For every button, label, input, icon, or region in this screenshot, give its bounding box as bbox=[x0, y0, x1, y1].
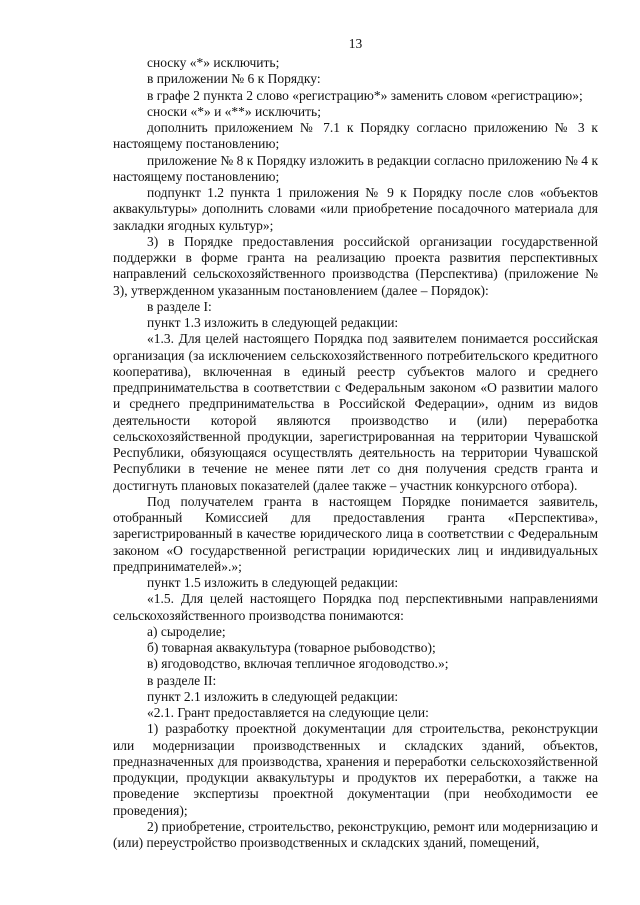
paragraph: сноски «*» и «**» исключить; bbox=[147, 103, 321, 119]
paragraph: сноску «*» исключить; bbox=[147, 55, 280, 70]
paragraph: а) сыроделие; bbox=[147, 623, 226, 639]
paragraph: пункт 2.1 изложить в следующей редакции: bbox=[147, 688, 399, 704]
paragraph: 2) приобретение, строительство, реконструкцию, ремонт или модернизацию и (или) переустройство производственных и складских зданий, помещений, bbox=[113, 818, 598, 850]
paragraph: Под получателем гранта в настоящем Порядке понимается заявитель, отобранный Комиссией для предоставления гранта «Перспектива», зарегистрированный в качестве юридического лица в соответствии с Федеральным законом «О государственной регистрации юридических лиц и индивидуальных предпринимателей».»; bbox=[113, 493, 598, 574]
paragraph: подпункт 1.2 пункта 1 приложения № 9 к Порядку после слов «объектов аквакультуры» дополнить словами «или приобретение посадочного материала для закладки ягодных культур»; bbox=[113, 185, 598, 233]
paragraph: б) товарная аквакультура (товарное рыбоводство); bbox=[147, 640, 436, 655]
document-body bbox=[113, 55, 598, 851]
paragraph: в графе 2 пункта 2 слово «регистрацию*» заменить словом «регистрацию»; bbox=[147, 87, 583, 103]
paragraph: 1) разработку проектной документации для строительства, реконструкции или модернизации производственных и складских зданий, объектов, предназначенных для производства, хранения и переработки сельскохозяйственной продукции, продукции аквакультуры и продуктов их переработки, а также на проведение экспертизы проектной документации (при необходимости ее проведения); bbox=[113, 721, 598, 818]
paragraph: приложение № 8 к Порядку изложить в редакции согласно приложению № 4 к настоящему постановлению; bbox=[113, 152, 598, 184]
paragraph: в приложении № 6 к Порядку: bbox=[147, 71, 321, 87]
paragraph: в разделе I: bbox=[147, 298, 212, 314]
paragraph: «1.5. Для целей настоящего Порядка под перспективными направлениями сельскохозяйственного производства понимаются: bbox=[113, 591, 598, 623]
paragraph: в) ягодоводство, включая тепличное ягодоводство.»; bbox=[147, 656, 449, 672]
paragraph: «1.3. Для целей настоящего Порядка под заявителем понимается российская организация (за исключением сельскохозяйственного потребительского кредитного кооператива), включенная в единый реестр субъектов малого и среднего предпринимательства в соответствии с Федеральным законом «О развитии малого и среднего предпринимательства в Российской Федерации», одним из видов деятельности которой являются производство и (или) переработка сельскохозяйственной продукции, зарегистрированная на территории Чувашской Республики, обязующаяся осуществлять деятельность на территории Чувашской Республики в течение не менее пяти лет со дня получения средств гранта и достигнуть плановых показателей (далее также – участник конкурсного отбора). bbox=[113, 331, 598, 493]
paragraph: пункт 1.3 изложить в следующей редакции: bbox=[147, 315, 399, 330]
page-number: 13 bbox=[348, 36, 363, 51]
paragraph: в разделе II: bbox=[147, 672, 217, 688]
paragraph: пункт 1.5 изложить в следующей редакции: bbox=[147, 575, 399, 590]
paragraph: «2.1. Грант предоставляется на следующие цели: bbox=[147, 705, 429, 720]
paragraph: 3) в Порядке предоставления российской организации государственной поддержки в форме гранта на реализацию проекта развития перспективных направлений сельскохозяйственного производства (Перспектива) (приложение № 3), утвержденном указанным постановлением (далее – Порядок): bbox=[113, 233, 598, 298]
paragraph: дополнить приложением № 7.1 к Порядку согласно приложению № 3 к настоящему постановлению; bbox=[113, 120, 598, 152]
